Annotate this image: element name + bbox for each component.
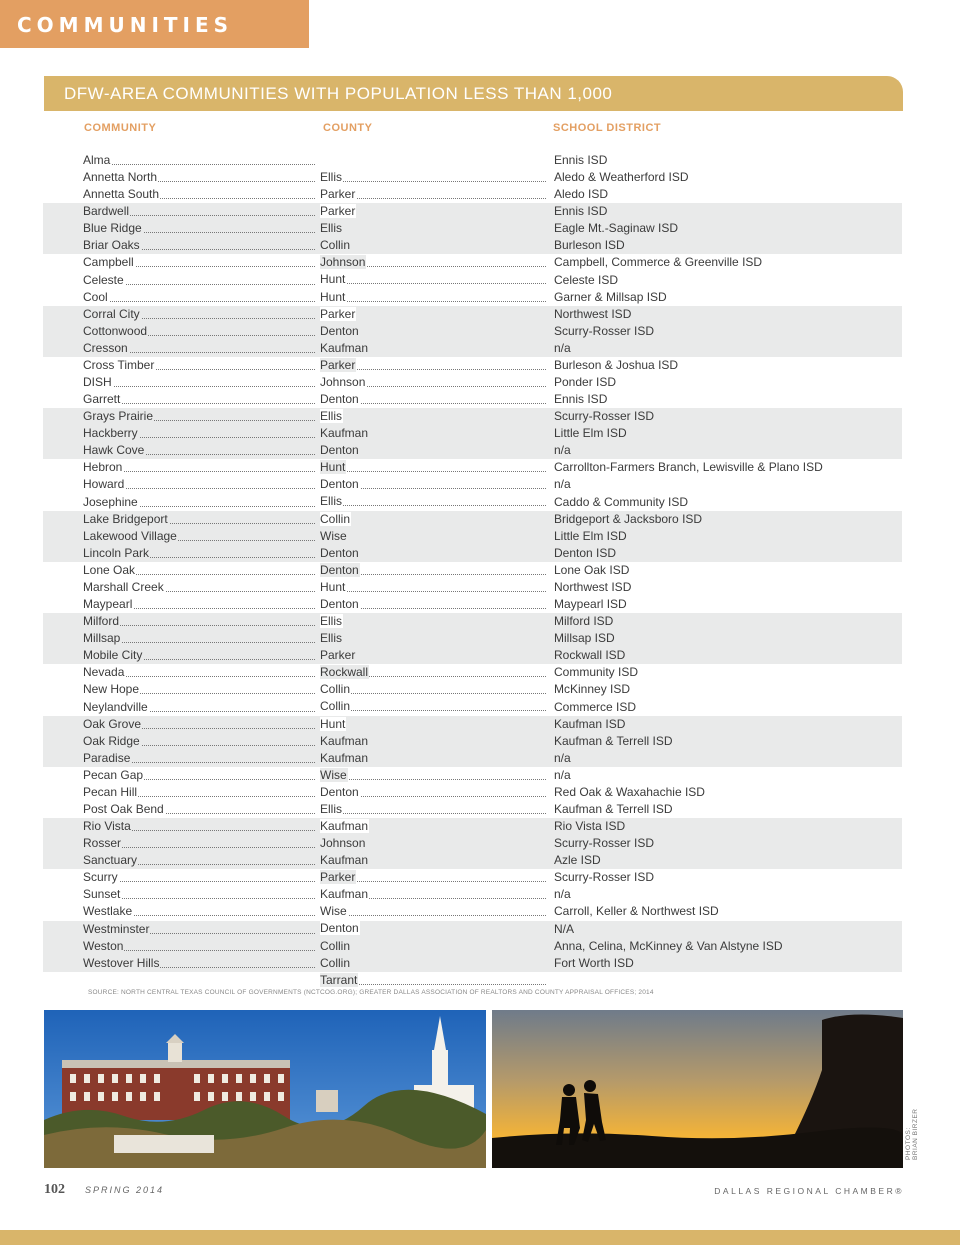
community-cell bbox=[83, 391, 319, 408]
school-district-cell bbox=[554, 476, 894, 493]
county-cell-text: Ellis bbox=[320, 631, 343, 646]
school-district-cell bbox=[554, 613, 894, 630]
community-cell bbox=[83, 476, 319, 493]
school-district-cell bbox=[554, 835, 894, 852]
community-cell-text: Hawk Cove bbox=[83, 443, 145, 458]
school-district-cell bbox=[554, 716, 894, 733]
county-cell-text: Parker bbox=[320, 306, 356, 321]
county-cell-text: Denton bbox=[320, 392, 359, 407]
county-cell-text: Wise bbox=[320, 767, 347, 782]
community-cell-text: Scurry bbox=[83, 870, 118, 885]
school-district-cell bbox=[554, 254, 894, 271]
school-district-cell bbox=[554, 203, 894, 220]
dot-leader bbox=[83, 164, 315, 165]
school-district-cell-text: n/a bbox=[554, 340, 571, 355]
community-cell bbox=[83, 579, 319, 596]
community-cell-text: Annetta South bbox=[83, 187, 160, 202]
community-cell-text: Rio Vista bbox=[83, 819, 131, 834]
school-district-cell bbox=[554, 699, 894, 716]
community-cell bbox=[83, 681, 319, 698]
school-district-cell-text: McKinney ISD bbox=[554, 682, 631, 697]
school-district-cell bbox=[554, 511, 894, 528]
school-district-cell bbox=[554, 425, 894, 442]
county-cell-text: Kaufman bbox=[320, 750, 369, 765]
banner-title: DFW-AREA COMMUNITIES WITH POPULATION LESS THAN 1,000 bbox=[64, 84, 613, 103]
school-district-cell-text: Burleson ISD bbox=[554, 238, 625, 253]
community-cell bbox=[83, 254, 319, 271]
school-district-cell-text: Community ISD bbox=[554, 665, 639, 680]
county-cell-text: Denton bbox=[320, 921, 359, 936]
county-cell-text: Hunt bbox=[320, 716, 346, 731]
county-cell-text: Parker bbox=[320, 357, 356, 372]
school-district-cell bbox=[554, 921, 894, 938]
school-district-cell-text: Little Elm ISD bbox=[554, 426, 627, 441]
county-cell-text: Denton bbox=[320, 477, 359, 492]
school-district-cell-text: N/A bbox=[554, 921, 575, 936]
community-cell bbox=[83, 784, 319, 801]
community-cell-text: Celeste bbox=[83, 272, 124, 287]
community-cell bbox=[83, 169, 319, 186]
community-cell bbox=[83, 716, 319, 733]
community-cell bbox=[83, 272, 319, 289]
school-district-cell-text: n/a bbox=[554, 767, 571, 782]
county-cell-text: Collin bbox=[320, 682, 351, 697]
community-cell bbox=[83, 562, 319, 579]
community-cell-text: Corral City bbox=[83, 306, 140, 321]
community-cell-text: Pecan Gap bbox=[83, 767, 144, 782]
school-district-cell-text: Fort Worth ISD bbox=[554, 955, 634, 970]
community-cell-text: Westover Hills bbox=[83, 955, 160, 970]
community-cell bbox=[83, 647, 319, 664]
community-cell-text: Westlake bbox=[83, 904, 133, 919]
section-tab bbox=[0, 0, 309, 48]
school-district-cell bbox=[554, 886, 894, 903]
section-tab-label: COMMUNITIES bbox=[17, 13, 234, 37]
county-cell-text: Kaufman bbox=[320, 887, 369, 902]
community-cell-text: Lone Oak bbox=[83, 562, 136, 577]
county-cell-text: Johnson bbox=[320, 255, 366, 270]
community-cell-text: Maypearl bbox=[83, 597, 133, 612]
community-cell bbox=[83, 699, 319, 716]
community-cell bbox=[83, 545, 319, 562]
community-cell-text: Garrett bbox=[83, 392, 121, 407]
community-cell bbox=[83, 186, 319, 203]
community-cell bbox=[83, 289, 319, 306]
community-cell-text: Bardwell bbox=[83, 204, 130, 219]
school-district-cell-text: Ennis ISD bbox=[554, 392, 608, 407]
school-district-cell bbox=[554, 528, 894, 545]
school-district-cell-text: Ennis ISD bbox=[554, 204, 608, 219]
community-cell-text: Campbell bbox=[83, 255, 134, 270]
school-district-cell-text: Millsap ISD bbox=[554, 631, 615, 646]
county-cell-text: Kaufman bbox=[320, 340, 369, 355]
county-cell-text: Collin bbox=[320, 238, 351, 253]
community-cell-text: Rosser bbox=[83, 836, 122, 851]
county-cell-text: Wise bbox=[320, 904, 347, 919]
school-district-cell-text: Bridgeport & Jacksboro ISD bbox=[554, 511, 703, 526]
community-cell-text: Cross Timber bbox=[83, 357, 155, 372]
county-cell-text: Hunt bbox=[320, 460, 346, 475]
school-district-cell bbox=[554, 169, 894, 186]
county-cell-text: Parker bbox=[320, 870, 356, 885]
county-cell bbox=[320, 972, 550, 989]
community-cell bbox=[83, 938, 319, 955]
community-cell-text: Neylandville bbox=[83, 699, 148, 714]
photo-credit: PHOTOS: BRIAN BIRZER bbox=[905, 1108, 919, 1160]
school-district-cell-text: Scurry-Rosser ISD bbox=[554, 836, 655, 851]
community-cell-text: Lincoln Park bbox=[83, 545, 150, 560]
community-cell bbox=[83, 323, 319, 340]
county-cell-text: Rockwall bbox=[320, 665, 369, 680]
county-cell-text: Ellis bbox=[320, 170, 343, 184]
community-cell-text: Annetta North bbox=[83, 170, 158, 185]
community-cell bbox=[83, 852, 319, 869]
community-cell-text: Lakewood Village bbox=[83, 528, 177, 543]
school-district-cell bbox=[554, 374, 894, 391]
school-district-cell-text: Campbell, Commerce & Greenville ISD bbox=[554, 255, 763, 270]
community-cell bbox=[83, 511, 319, 528]
community-cell-text: Alma bbox=[83, 153, 111, 167]
community-cell-text: Grays Prairie bbox=[83, 409, 154, 424]
school-district-cell-text: Caddo & Community ISD bbox=[554, 494, 689, 509]
county-cell-text: Denton bbox=[320, 443, 359, 458]
communities-table bbox=[43, 152, 902, 987]
school-district-cell-text: Milford ISD bbox=[554, 614, 614, 629]
community-cell-text: Westminster bbox=[83, 921, 150, 936]
school-district-cell-text: n/a bbox=[554, 887, 571, 902]
column-header-school-district: SCHOOL DISTRICT bbox=[553, 122, 662, 134]
community-cell bbox=[83, 528, 319, 545]
community-cell bbox=[83, 408, 319, 425]
dot-leader bbox=[83, 386, 315, 387]
community-cell bbox=[83, 750, 319, 767]
county-cell-text: Ellis bbox=[320, 221, 343, 236]
school-district-cell-text: Denton ISD bbox=[554, 545, 617, 560]
school-district-cell-text: Commerce ISD bbox=[554, 699, 637, 714]
school-district-cell bbox=[554, 955, 894, 972]
school-district-cell-text: Scurry-Rosser ISD bbox=[554, 323, 655, 338]
school-district-cell-text: Garner & Millsap ISD bbox=[554, 289, 667, 304]
school-district-cell-text: Aledo ISD bbox=[554, 187, 609, 202]
community-cell-text: Paradise bbox=[83, 750, 131, 765]
community-cell-text: New Hope bbox=[83, 682, 140, 697]
school-district-cell-text: Northwest ISD bbox=[554, 579, 632, 594]
community-cell-text: Blue Ridge bbox=[83, 221, 142, 236]
school-district-cell bbox=[554, 152, 894, 169]
school-district-cell-text: Northwest ISD bbox=[554, 306, 632, 321]
publisher-brand: DALLAS REGIONAL CHAMBER® bbox=[714, 1186, 904, 1196]
school-district-cell-text: Ennis ISD bbox=[554, 153, 608, 167]
school-district-cell bbox=[554, 801, 894, 818]
county-cell-text: Wise bbox=[320, 528, 347, 543]
county-cell-text: Ellis bbox=[320, 409, 343, 424]
school-district-cell-text: Carrollton-Farmers Branch, Lewisville & Plano ISD bbox=[554, 460, 823, 475]
school-district-cell bbox=[554, 630, 894, 647]
community-cell-text: Weston bbox=[83, 938, 124, 953]
school-district-cell-text: Eagle Mt.-Saginaw ISD bbox=[554, 221, 679, 236]
community-cell-text: Post Oak Bend bbox=[83, 801, 164, 816]
community-cell bbox=[83, 459, 319, 476]
school-district-cell-text: n/a bbox=[554, 750, 571, 765]
community-cell bbox=[83, 955, 319, 972]
community-cell bbox=[83, 425, 319, 442]
school-district-cell bbox=[554, 289, 894, 306]
school-district-cell bbox=[554, 323, 894, 340]
column-header-community: COMMUNITY bbox=[84, 122, 157, 134]
school-district-cell bbox=[554, 818, 894, 835]
school-district-cell-text: Rockwall ISD bbox=[554, 648, 626, 663]
school-district-cell bbox=[554, 596, 894, 613]
community-cell-text: Sanctuary bbox=[83, 853, 138, 868]
school-district-cell-text: n/a bbox=[554, 443, 571, 458]
school-district-cell-text: Little Elm ISD bbox=[554, 528, 627, 543]
school-district-cell bbox=[554, 391, 894, 408]
county-cell-text: Tarrant bbox=[320, 972, 358, 987]
county-cell-text: Collin bbox=[320, 699, 351, 714]
table-banner bbox=[44, 76, 903, 111]
county-cell-text: Parker bbox=[320, 187, 356, 202]
community-cell bbox=[83, 596, 319, 613]
community-cell bbox=[83, 733, 319, 750]
community-cell bbox=[83, 903, 319, 920]
county-cell-text: Ellis bbox=[320, 614, 343, 629]
school-district-cell bbox=[554, 442, 894, 459]
community-cell bbox=[83, 220, 319, 237]
school-district-cell-text: Azle ISD bbox=[554, 853, 601, 868]
school-district-cell bbox=[554, 938, 894, 955]
school-district-cell-text: Kaufman ISD bbox=[554, 716, 626, 731]
school-district-cell-text: Aledo & Weatherford ISD bbox=[554, 170, 689, 185]
column-header-county: COUNTY bbox=[323, 122, 373, 134]
school-district-cell-text: Kaufman & Terrell ISD bbox=[554, 733, 673, 748]
community-cell bbox=[83, 835, 319, 852]
county-cell-text: Ellis bbox=[320, 494, 343, 509]
school-district-cell-text: Scurry-Rosser ISD bbox=[554, 409, 655, 424]
county-cell-text: Collin bbox=[320, 955, 351, 970]
community-cell bbox=[83, 664, 319, 681]
county-cell-text: Parker bbox=[320, 648, 356, 663]
community-cell-text: Cool bbox=[83, 289, 108, 304]
community-cell bbox=[83, 869, 319, 886]
school-district-cell bbox=[554, 237, 894, 254]
community-cell bbox=[83, 152, 319, 169]
county-cell-text: Hunt bbox=[320, 289, 346, 304]
county-cell-text: Denton bbox=[320, 323, 359, 338]
county-cell-text: Collin bbox=[320, 511, 351, 526]
community-cell-text: Lake Bridgeport bbox=[83, 511, 168, 526]
school-district-cell bbox=[554, 852, 894, 869]
community-cell bbox=[83, 921, 319, 938]
school-district-cell bbox=[554, 733, 894, 750]
community-cell-text: Nevada bbox=[83, 665, 125, 680]
community-cell bbox=[83, 494, 319, 511]
school-district-cell-text: Celeste ISD bbox=[554, 272, 619, 287]
county-cell-text: Kaufman bbox=[320, 853, 369, 868]
school-district-cell-text: Anna, Celina, McKinney & Van Alstyne ISD bbox=[554, 938, 783, 953]
community-cell bbox=[83, 340, 319, 357]
school-district-cell bbox=[554, 220, 894, 237]
table-row bbox=[43, 955, 902, 987]
school-district-cell bbox=[554, 306, 894, 323]
county-cell-text: Hunt bbox=[320, 272, 346, 287]
community-cell-text: Oak Grove bbox=[83, 716, 142, 731]
campus-buildings-photo bbox=[44, 1010, 486, 1168]
county-cell-text: Denton bbox=[320, 562, 359, 577]
school-district-cell bbox=[554, 562, 894, 579]
school-district-cell bbox=[554, 784, 894, 801]
school-district-cell bbox=[554, 340, 894, 357]
community-cell bbox=[83, 306, 319, 323]
school-district-cell-text: Kaufman & Terrell ISD bbox=[554, 801, 673, 816]
community-cell-text: Milford bbox=[83, 614, 120, 629]
school-district-cell bbox=[554, 459, 894, 476]
county-cell-text: Denton bbox=[320, 545, 359, 560]
county-cell-text: Kaufman bbox=[320, 426, 369, 441]
community-cell-text: Mobile City bbox=[83, 648, 143, 663]
county-cell-text: Kaufman bbox=[320, 818, 369, 833]
community-cell-text: DISH bbox=[83, 375, 112, 390]
community-cell-text: Josephine bbox=[83, 494, 138, 509]
community-cell bbox=[83, 630, 319, 647]
community-cell-text: Briar Oaks bbox=[83, 238, 140, 253]
community-cell bbox=[83, 357, 319, 374]
school-district-cell bbox=[554, 186, 894, 203]
school-district-cell-text: Ponder ISD bbox=[554, 375, 617, 390]
school-district-cell bbox=[554, 647, 894, 664]
community-cell-text: Hackberry bbox=[83, 426, 138, 441]
county-cell-text: Denton bbox=[320, 596, 359, 611]
community-cell bbox=[83, 767, 319, 784]
community-cell-text: Hebron bbox=[83, 460, 123, 475]
school-district-cell bbox=[554, 681, 894, 698]
school-district-cell bbox=[554, 903, 894, 920]
county-cell-text: Denton bbox=[320, 784, 359, 799]
community-cell bbox=[83, 801, 319, 818]
school-district-cell-text: Red Oak & Waxahachie ISD bbox=[554, 784, 705, 799]
county-cell-text: Hunt bbox=[320, 579, 346, 594]
school-district-cell bbox=[554, 767, 894, 784]
community-cell bbox=[83, 613, 319, 630]
school-district-cell-text: Scurry-Rosser ISD bbox=[554, 870, 655, 885]
school-district-cell-text: Carroll, Keller & Northwest ISD bbox=[554, 904, 719, 919]
school-district-cell bbox=[554, 750, 894, 767]
community-cell bbox=[83, 203, 319, 220]
school-district-cell bbox=[554, 545, 894, 562]
community-cell bbox=[83, 237, 319, 254]
community-cell-text: Marshall Creek bbox=[83, 579, 164, 594]
community-cell-text: Sunset bbox=[83, 887, 121, 902]
community-cell bbox=[83, 442, 319, 459]
school-district-cell-text: Burleson & Joshua ISD bbox=[554, 357, 679, 372]
school-district-cell-text: Lone Oak ISD bbox=[554, 562, 630, 577]
community-cell bbox=[83, 886, 319, 903]
community-cell-text: Millsap bbox=[83, 631, 121, 646]
county-cell-text: Ellis bbox=[320, 801, 343, 816]
school-district-cell-text: Rio Vista ISD bbox=[554, 819, 626, 834]
joggers-sunset-photo bbox=[492, 1010, 903, 1168]
county-cell-text: Parker bbox=[320, 204, 356, 219]
bottom-bar bbox=[0, 1230, 960, 1245]
community-cell bbox=[83, 374, 319, 391]
school-district-cell-text: n/a bbox=[554, 477, 571, 492]
community-cell-text: Cottonwood bbox=[83, 323, 148, 338]
dot-leader bbox=[83, 301, 315, 302]
page-number: 102 bbox=[44, 1182, 65, 1197]
source-note: SOURCE: NORTH CENTRAL TEXAS COUNCIL OF GOVERNMENTS (NCTCOG.ORG); GREATER DALLAS ASSOCIATION OF REALTORS AND COUNTY APPRAISAL OFFICES; 2014 bbox=[88, 989, 654, 996]
community-cell bbox=[83, 818, 319, 835]
school-district-cell-text: Maypearl ISD bbox=[554, 597, 627, 612]
community-cell-text: Oak Ridge bbox=[83, 733, 140, 748]
county-cell-text: Johnson bbox=[320, 836, 366, 851]
community-cell-text: Pecan Hill bbox=[83, 784, 138, 799]
community-cell-text: Cresson bbox=[83, 340, 128, 355]
school-district-cell bbox=[554, 408, 894, 425]
county-cell-text: Johnson bbox=[320, 374, 366, 389]
community-cell-text: Howard bbox=[83, 477, 125, 492]
school-district-cell bbox=[554, 579, 894, 596]
school-district-cell bbox=[554, 272, 894, 289]
county-cell-text: Kaufman bbox=[320, 733, 369, 748]
school-district-cell bbox=[554, 494, 894, 511]
county-cell-text: Collin bbox=[320, 938, 351, 953]
issue-label: SPRING 2014 bbox=[85, 1185, 165, 1195]
school-district-cell bbox=[554, 664, 894, 681]
school-district-cell bbox=[554, 869, 894, 886]
school-district-cell bbox=[554, 357, 894, 374]
